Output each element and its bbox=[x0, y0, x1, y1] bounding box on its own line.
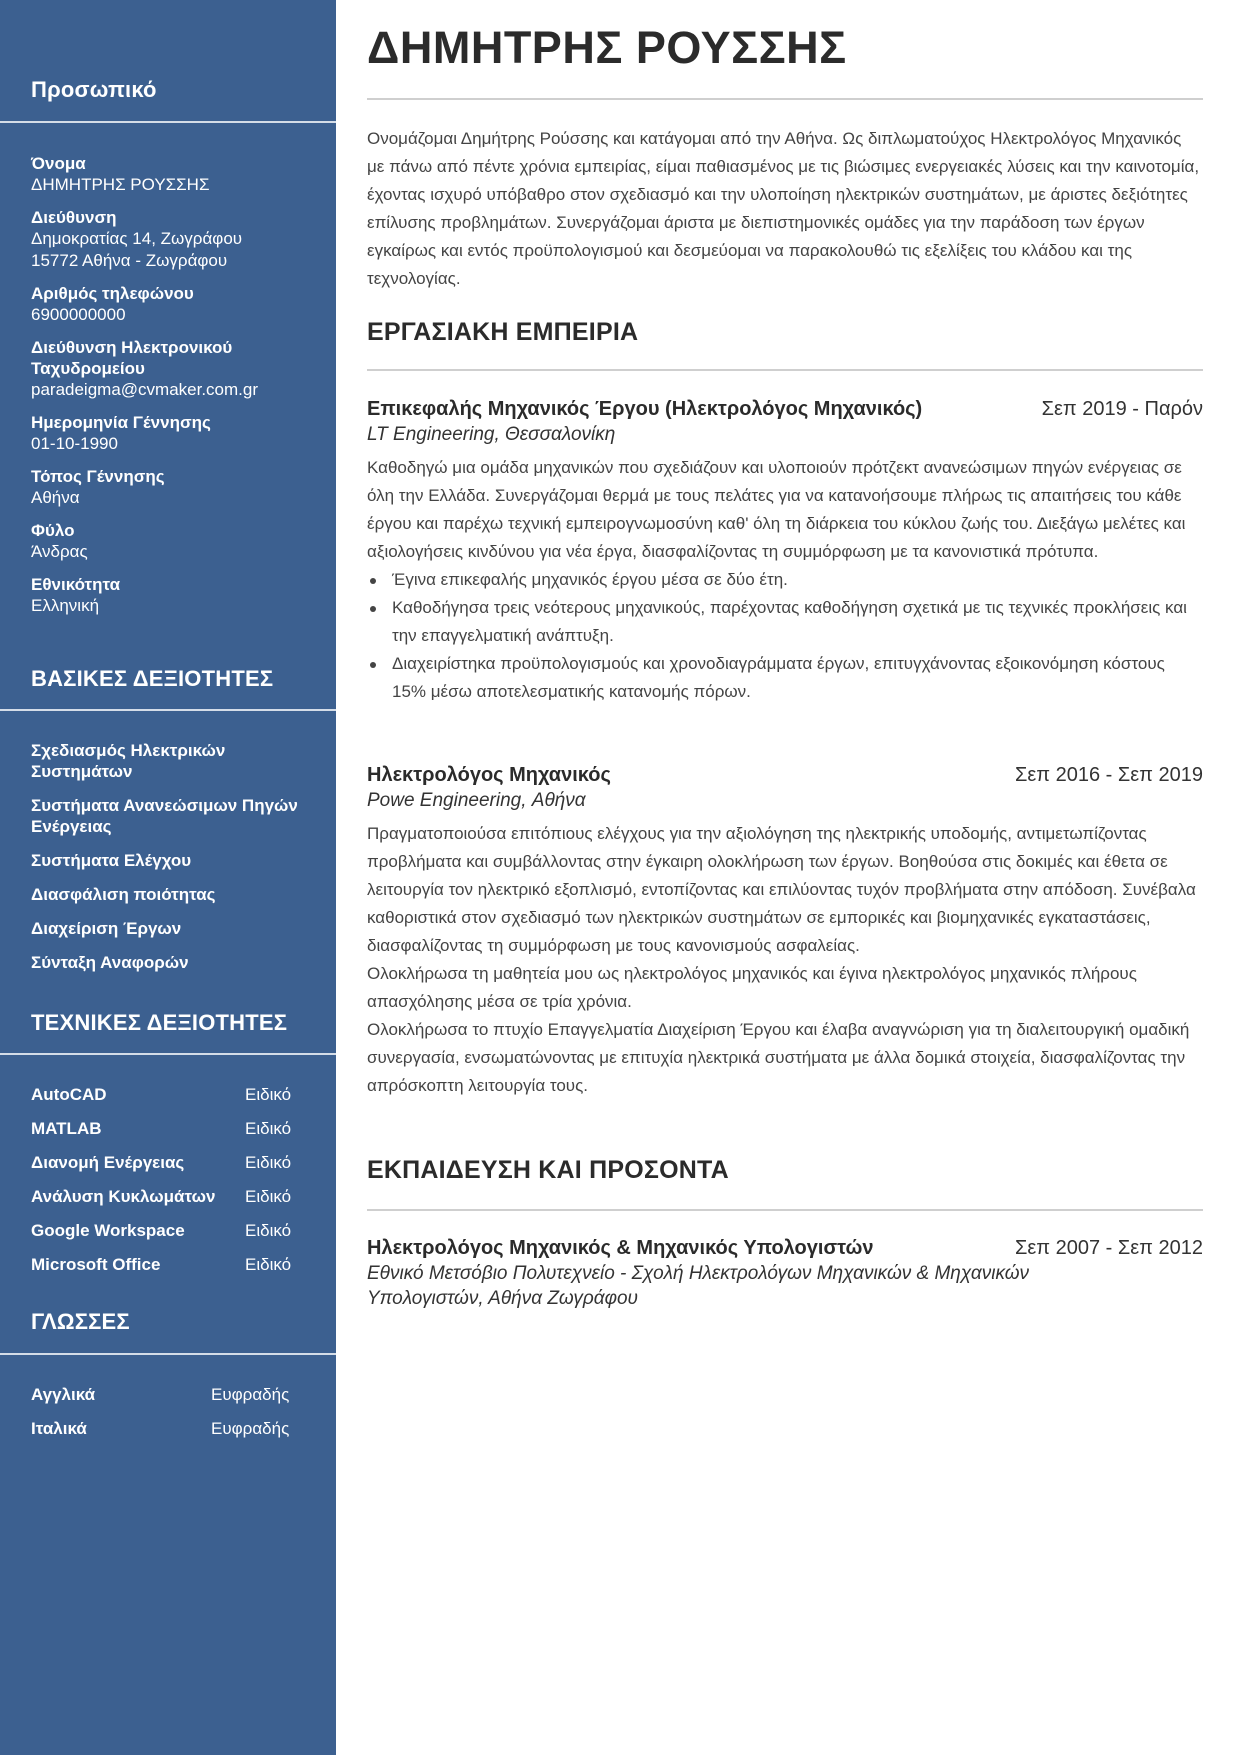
job-dates: Σεπ 2016 - Σεπ 2019 bbox=[1014, 764, 1203, 786]
tech-skill-name: Microsoft Office bbox=[31, 1255, 161, 1274]
tech-skill-name: MATLAB bbox=[31, 1119, 102, 1138]
achievement-text: Έγινα επικεφαλής μηχανικός έργου μέσα σε δύο έτη. bbox=[392, 570, 788, 589]
job-title: Επικεφαλής Μηχανικός Έργου (Ηλεκτρολόγος Μηχανικός) bbox=[367, 398, 923, 420]
tech-skill-row bbox=[31, 1152, 331, 1173]
tech-skill-level: Ειδικό bbox=[245, 1187, 292, 1206]
tech-skill-name: Google Workspace bbox=[31, 1221, 185, 1240]
education-dates: Σεπ 2007 - Σεπ 2012 bbox=[1014, 1237, 1203, 1259]
bullet-icon bbox=[370, 606, 376, 612]
language-name: Ιταλικά bbox=[31, 1419, 87, 1438]
personal-item-birthdate bbox=[31, 412, 331, 455]
personal-label: Όνομα bbox=[31, 154, 86, 173]
language-level: Ευφραδής bbox=[211, 1385, 290, 1404]
personal-item-email bbox=[31, 337, 331, 401]
tech-skill-row bbox=[31, 1084, 331, 1105]
tech-skill-row bbox=[31, 1220, 331, 1241]
achievement-item bbox=[367, 594, 1203, 650]
education-divider bbox=[367, 1209, 1203, 1211]
degree-title: Ηλεκτρολόγος Μηχανικός & Μηχανικός Υπολογιστών bbox=[367, 1237, 874, 1259]
languages-divider bbox=[0, 1353, 336, 1355]
personal-value: 01-10-1990 bbox=[31, 434, 118, 453]
bullet-icon bbox=[370, 578, 376, 584]
personal-label: Φύλο bbox=[31, 521, 75, 540]
language-name: Αγγλικά bbox=[31, 1385, 96, 1404]
skill-item: Διασφάλιση ποιότητας bbox=[31, 885, 216, 904]
personal-label: Διεύθυνση bbox=[31, 208, 117, 227]
personal-item-birthplace bbox=[31, 466, 331, 509]
skill-item: Διαχείριση Έργων bbox=[31, 919, 182, 938]
job-header bbox=[367, 396, 1203, 422]
tech-skill-row bbox=[31, 1186, 331, 1207]
bullet-icon bbox=[370, 662, 376, 668]
language-row bbox=[31, 1418, 331, 1439]
languages-heading: ΓΛΩΣΣΕΣ bbox=[31, 1309, 130, 1334]
tech-skill-level: Ειδικό bbox=[245, 1255, 292, 1274]
job-company: LT Engineering, Θεσσαλονίκη bbox=[367, 424, 616, 445]
personal-label: Εθνικότητα bbox=[31, 575, 121, 594]
personal-label: Ημερομηνία Γέννησης bbox=[31, 413, 211, 432]
skill-item: Σύνταξη Αναφορών bbox=[31, 953, 189, 972]
tech-skills-heading: ΤΕΧΝΙΚΕΣ ΔΕΞΙΟΤΗΤΕΣ bbox=[31, 1010, 288, 1035]
job-description: Ολοκλήρωσα τη μαθητεία μου ως ηλεκτρολόγος μηχανικός και έγινα ηλεκτρολόγος μηχανικός πλήρους απασχόλησης μέσα σε τρία χρόνια. bbox=[367, 964, 1137, 1011]
personal-value: Άνδρας bbox=[31, 542, 88, 561]
personal-item-address bbox=[31, 207, 331, 272]
education-header bbox=[367, 1235, 1203, 1261]
achievement-text: Διαχειρίστηκα προϋπολογισμούς και χρονοδιαγράμματα έργων, επιτυγχάνοντας εξοικονόμηση κόστους 15% μέσω αποτελεσματικής κατανομής πόρων. bbox=[392, 654, 1165, 701]
job-entry bbox=[367, 762, 1203, 1100]
tech-skill-level: Ειδικό bbox=[245, 1153, 292, 1172]
tech-skills-list bbox=[31, 1084, 331, 1288]
skills-list bbox=[31, 740, 331, 986]
personal-item-name bbox=[31, 153, 331, 196]
personal-heading: Προσωπικό bbox=[31, 77, 157, 102]
languages-list bbox=[31, 1384, 331, 1452]
language-row bbox=[31, 1384, 331, 1405]
job-entry bbox=[367, 396, 1203, 706]
job-description: Καθοδηγώ μια ομάδα μηχανικών που σχεδιάζουν και υλοποιούν πρότζεκτ ανανεώσιμων πηγών ενέργειας σε όλη την Ελλάδα. Συνεργάζομαι θερμά με τους πελάτες για να κατανοήσουμε πλήρως τις απαιτήσεις του κάθε έργου και παρέχω τεχνική εμπειρογνωμοσύνη καθ' όλη τη διάρκεια του κύκλου ζωής του. Διεξάγω μελέτες και αξιολογήσεις κινδύνου για νέα έργα, διασφαλίζοντας τη συμμόρφωση με τα κανονιστικά πρότυπα. bbox=[367, 458, 1186, 561]
tech-skill-name: AutoCAD bbox=[31, 1085, 107, 1104]
personal-value: ΔΗΜΗΤΡΗΣ ΡΟΥΣΣΗΣ bbox=[31, 175, 210, 194]
job-description: Πραγματοποιούσα επιτόπιους ελέγχους για την αξιολόγηση της ηλεκτρικής υποδομής, αντιμετωπίζοντας προβλήματα και συμβάλλοντας στην έγκαιρη ολοκλήρωση των έργων. Βοηθούσα στις δοκιμές και έθετα σε λειτουργία τον ηλεκτρικό εξοπλισμό, εντοπίζοντας και επιλύοντας τυχόν προβλήματα στην απόδοση. Συνέβαλα καθοριστικά στον σχεδιασμό των ηλεκτρικών συστημάτων σε εμπορικές και βιομηχανικές εγκαταστάσεις, διασφαλίζοντας τη συμμόρφωση με τους κανονισμούς ασφαλείας. bbox=[367, 824, 1196, 955]
achievement-text: Καθοδήγησα τρεις νεότερους μηχανικούς, παρέχοντας καθοδήγηση σχετικά με τις τεχνικές προκλήσεις και την επαγγελματική ανάπτυξη. bbox=[392, 598, 1187, 645]
skills-heading: ΒΑΣΙΚΕΣ ΔΕΞΙΟΤΗΤΕΣ bbox=[31, 666, 274, 691]
personal-value: Ελληνική bbox=[31, 596, 100, 615]
job-header bbox=[367, 762, 1203, 788]
personal-item-phone bbox=[31, 283, 331, 326]
tech-skill-level: Ειδικό bbox=[245, 1085, 292, 1104]
experience-divider bbox=[367, 369, 1203, 371]
profile-summary: Ονομάζομαι Δημήτρης Ρούσσης και κατάγομαι από την Αθήνα. Ως διπλωματούχος Ηλεκτρολόγος Μηχανικός με πάνω από πέντε χρόνια εμπειρίας, είμαι παθιασμένος με τις βιώσιμες ενεργειακές λύσεις και την καινοτομία, έχοντας ισχυρό υπόβαθρο στον σχεδιασμό και την υλοποίηση ηλεκτρικών συστημάτων, με άριστες δεξιότητες επίλυσης προβλημάτων. Συνεργάζομαι άριστα με διεπιστημονικές ομάδες για την παράδοση των έργων εγκαίρως και εντός προϋπολογισμού και δεσμεύομαι να παρακολουθώ τις εξελίξεις του κλάδου και της τεχνολογίας. bbox=[367, 129, 1200, 288]
tech-skill-row bbox=[31, 1118, 331, 1139]
skills-divider bbox=[0, 709, 336, 711]
experience-heading: ΕΡΓΑΣΙΑΚΗ ΕΜΠΕΙΡΙΑ bbox=[367, 318, 639, 346]
personal-item-gender bbox=[31, 520, 331, 563]
tech-skill-name: Ανάλυση Κυκλωμάτων bbox=[31, 1187, 216, 1206]
skill-item: Σχεδιασμός Ηλεκτρικών Συστημάτων bbox=[31, 741, 226, 781]
personal-value: Αθήνα bbox=[31, 488, 80, 507]
job-dates: Σεπ 2019 - Παρόν bbox=[1041, 398, 1203, 420]
sidebar bbox=[0, 0, 336, 1755]
skill-item: Συστήματα Ελέγχου bbox=[31, 851, 192, 870]
job-title: Ηλεκτρολόγος Μηχανικός bbox=[367, 764, 611, 786]
name-divider bbox=[367, 98, 1203, 100]
job-achievements bbox=[367, 566, 1203, 706]
personal-divider bbox=[0, 121, 336, 123]
personal-info-list bbox=[31, 153, 331, 628]
personal-label: Διεύθυνση Ηλεκτρονικού Ταχυδρομείου bbox=[31, 338, 233, 378]
personal-value: paradeigma@cvmaker.com.gr bbox=[31, 380, 259, 399]
tech-skills-divider bbox=[0, 1053, 336, 1055]
personal-label: Τόπος Γέννησης bbox=[31, 467, 165, 486]
tech-skill-name: Διανομή Ενέργειας bbox=[31, 1153, 185, 1172]
school-name: Εθνικό Μετσόβιο Πολυτεχνείο - Σχολή Ηλεκτρολόγων Μηχανικών & Μηχανικών Υπολογιστών, Αθήνα Ζωγράφου bbox=[367, 1263, 1030, 1309]
education-heading: ΕΚΠΑΙΔΕΥΣΗ ΚΑΙ ΠΡΟΣΟΝΤΑ bbox=[367, 1156, 729, 1184]
tech-skill-level: Ειδικό bbox=[245, 1119, 292, 1138]
education-entry bbox=[367, 1235, 1203, 1311]
skill-item: Συστήματα Ανανεώσιμων Πηγών Ενέργειας bbox=[31, 796, 298, 836]
language-level: Ευφραδής bbox=[211, 1419, 290, 1438]
personal-value: 6900000000 bbox=[31, 305, 126, 324]
tech-skill-row bbox=[31, 1254, 331, 1275]
achievement-item bbox=[367, 566, 1203, 594]
personal-label: Αριθμός τηλεφώνου bbox=[31, 284, 194, 303]
personal-value: Δημοκρατίας 14, Ζωγράφου bbox=[31, 229, 243, 248]
achievement-item bbox=[367, 650, 1203, 706]
candidate-name: ΔΗΜΗΤΡΗΣ ΡΟΥΣΣΗΣ bbox=[367, 22, 847, 73]
tech-skill-level: Ειδικό bbox=[245, 1221, 292, 1240]
personal-value: 15772 Αθήνα - Ζωγράφου bbox=[31, 251, 228, 270]
job-company: Powe Engineering, Αθήνα bbox=[367, 790, 586, 811]
personal-item-nationality bbox=[31, 574, 331, 617]
job-description: Ολοκλήρωσα το πτυχίο Επαγγελματία Διαχείριση Έργου και έλαβα αναγνώριση για τη διαλειτουργική ομαδική συνεργασία, ενσωματώνοντας με επιτυχία ηλεκτρικά συστήματα με άλλα δομικά στοιχεία, διασφαλίζοντας την απρόσκοπτη λειτουργία τους. bbox=[367, 1020, 1190, 1095]
